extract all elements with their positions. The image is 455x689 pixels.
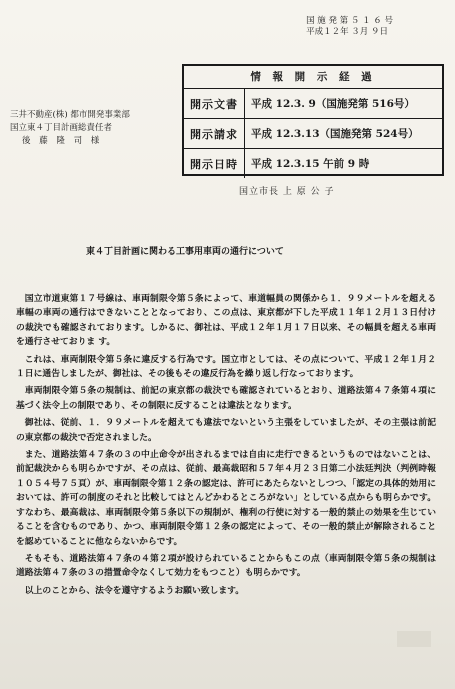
body-paragraph: 国立市道東第１７号線は、車両制限令第５条によって、車道幅員の関係から１．９９メートルを超える車幅の車両の通行はできないこととなっており、この点は、東京都が下した平成１１年１２月１３日付けの裁決でも確認されております。しかるに、御社は、平成１２年１月１７日以来、その幅員を超える車両を通行させておりま す。: [16, 294, 436, 348]
sender: 国立市長 上 原 公 子: [239, 187, 335, 197]
body-paragraph: 車両制限令第５条の規制は、前記の東京都の裁決でも確認されているとおり、道路法第４７条第４項に基づく法令上の制限であり、その制限に反することは違法となります。: [16, 386, 436, 411]
disclosure-row-value: 平成 12.3.13（国施発第 524号）: [251, 128, 419, 140]
document-number-line: 国 施 発 第 ５ １ ６ 号: [306, 16, 393, 26]
letter-body: [16, 292, 436, 601]
document-number: [306, 16, 393, 38]
disclosure-row: [184, 119, 442, 149]
recipient-title: 国立東４丁目計画総責任者: [10, 123, 113, 133]
body-paragraph: また、道路法第４７条の３の中止命令が出されるまでは自由に走行できるというものではないことは、前記裁決からも明らかですが、その点は、従前、最高裁昭和５７年４月２３日第二小法廷判決（判例時報１０５４号７５頁）が、車両制限令第１２条の認定は、許可にあたらないとしつつ、「認定の具体的効用においては、許可の制度のそれと比較してはとんどかわるところがない」としている点からも明らかです。すなわち、最高裁は、車両制限令第５条以下の規制が、権利の行使に対する一般的禁止の効果を生じていることを含むものであり、かつ、車両制限令第１２条の認定によって、その一般的禁止が解除されることを認めていることに他ならないからです。: [16, 450, 436, 547]
disclosure-row-label: 開示請求: [184, 119, 245, 148]
recipient-block: [10, 109, 130, 148]
disclosure-row: [184, 149, 442, 178]
disclosure-row: [184, 89, 442, 119]
recipient-name: 後 藤 隆 司 様: [22, 136, 103, 146]
disclosure-history-box: [182, 64, 444, 176]
disclosure-row-value: 平成 12.3. 9（国施発第 516号）: [251, 98, 415, 110]
disclosure-row-value: 平成 12.3.15 午前 9 時: [251, 158, 370, 170]
faded-stamp: [397, 631, 431, 647]
disclosure-row-label: 開示文書: [184, 89, 245, 118]
body-paragraph: 御社は、従前、１．９９メートルを超えても違法でないという主張をしていましたが、その主張は前記の東京都の裁決で否定されました。: [16, 418, 436, 443]
document-date: 平成１２年 ３月 ９日: [306, 27, 388, 37]
subject-title: 東４丁目計画に関わる工事用車両の通行について: [86, 247, 284, 257]
disclosure-history-title: 情 報 開 示 経 過: [184, 66, 442, 89]
recipient-company: 三井不動産(株) 都市開発事業部: [10, 110, 130, 120]
body-paragraph: これは、車両制限令第５条に違反する行為です。国立市としては、その点について、平成１２年１月２１日に通告しましたが、御社は、その後もその違反行為を繰り返し行なっております。: [16, 354, 436, 380]
body-paragraph: そもそも、道路法第４７条の４第２項が設けられていることからもこの点（車両制限令第５条の規制は道路法第４７条の３の措置命令なくして効力をもつこと）も明らかです。: [16, 553, 436, 579]
disclosure-row-label: 開示日時: [184, 149, 245, 178]
body-paragraph: 以上のことから、法令を遵守するようお願い致します。: [24, 585, 245, 596]
